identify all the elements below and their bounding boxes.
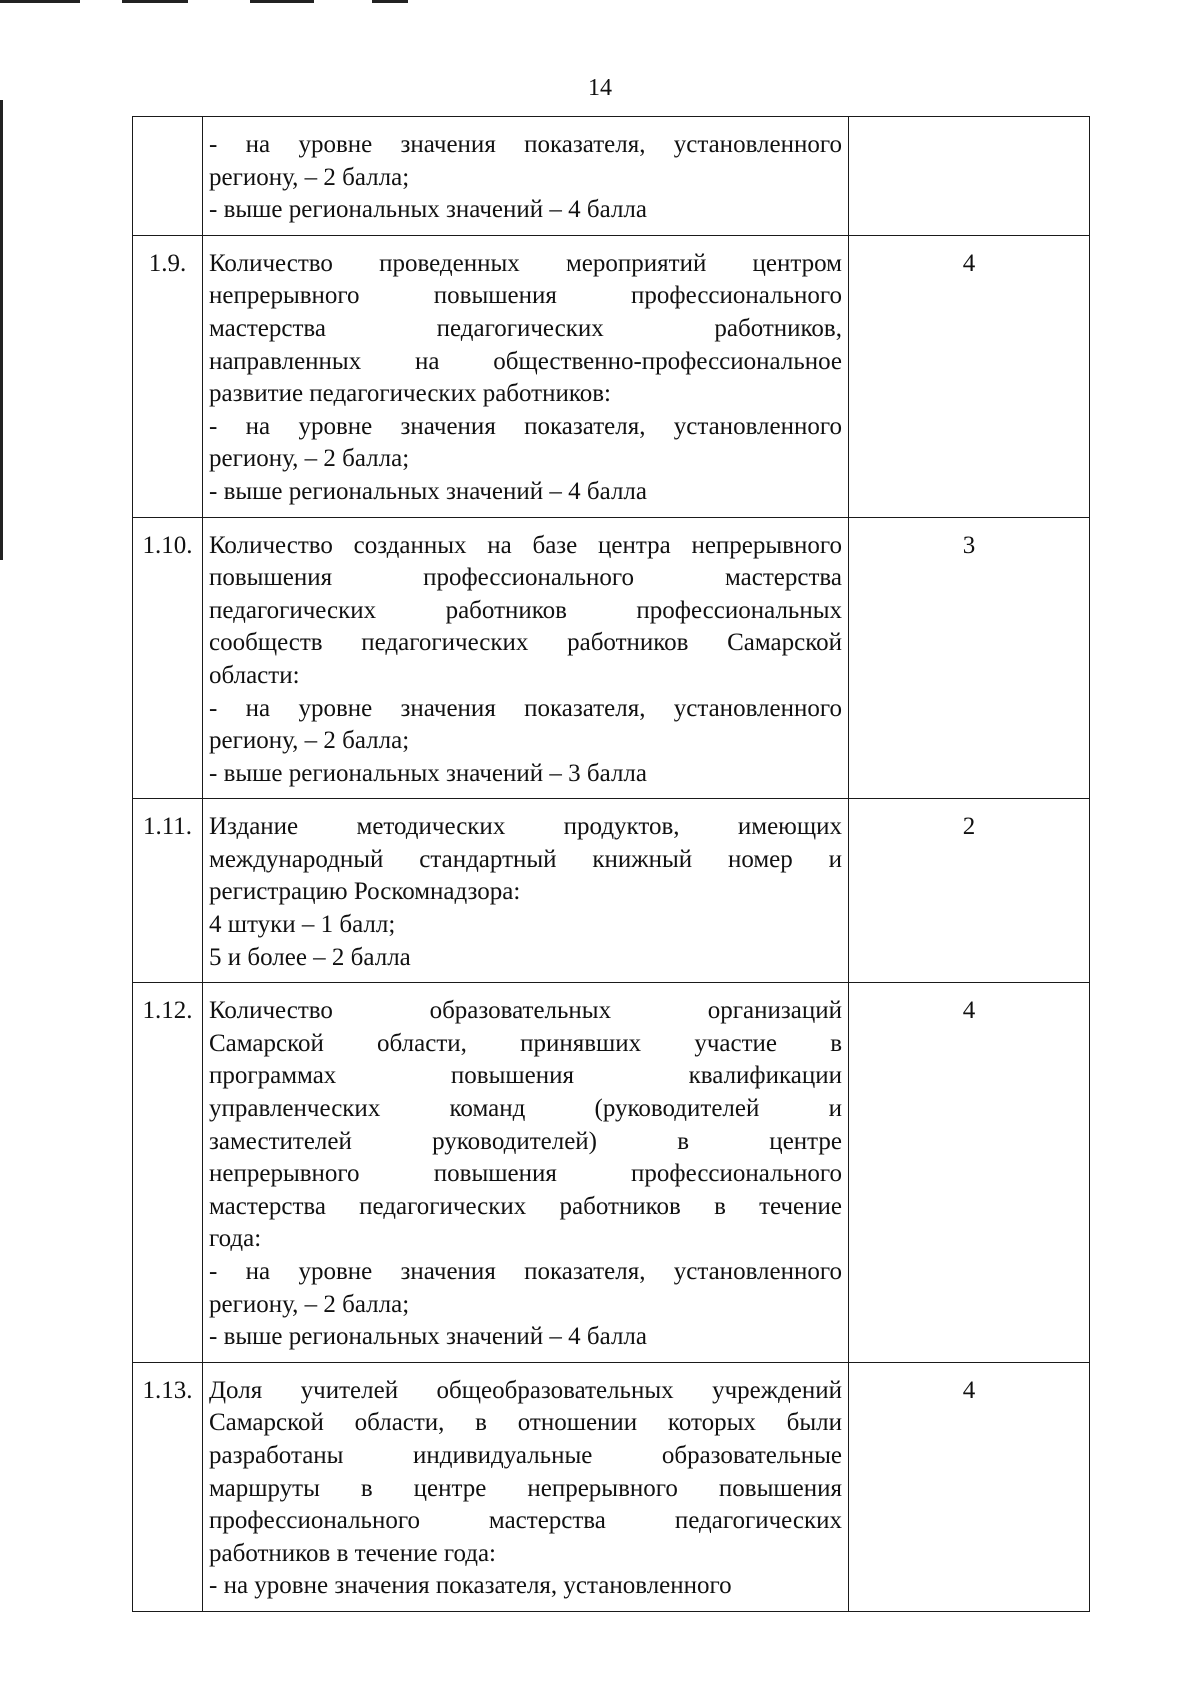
- row-description: [203, 117, 849, 236]
- row-number: 1.9.: [133, 235, 203, 517]
- row-description: [203, 235, 849, 517]
- row-number: 1.10.: [133, 517, 203, 799]
- description-line: Количество образовательных организаций: [209, 997, 842, 1025]
- description-line: мастерства педагогических работников,: [209, 314, 842, 342]
- description-line: - выше региональных значений – 4 балла: [209, 477, 647, 505]
- scan-mark: [0, 0, 80, 3]
- description-line: Количество созданных на базе центра непрерывного: [209, 531, 842, 559]
- table-row: [133, 235, 1090, 517]
- description-line: - на уровне значения показателя, установленного: [209, 694, 842, 722]
- description-line: маршруты в центре непрерывного повышения: [209, 1474, 842, 1502]
- row-number: 1.13.: [133, 1362, 203, 1611]
- description-line: непрерывного повышения профессионального: [209, 282, 842, 310]
- description-line: повышения профессионального мастерства: [209, 564, 842, 592]
- criteria-table: [132, 116, 1090, 1612]
- row-score: 4: [849, 1362, 1090, 1611]
- description-line: - на уровне значения показателя, установленного: [209, 1258, 842, 1285]
- row-number: 1.11.: [133, 799, 203, 983]
- description-line: 4 штуки – 1 балл;: [209, 911, 396, 939]
- description-line: региону, – 2 балла;: [209, 445, 410, 473]
- description-line: региону, – 2 балла;: [209, 1290, 410, 1318]
- description-line: года:: [209, 1225, 262, 1253]
- table-row: [133, 799, 1090, 983]
- description-line: педагогических работников профессиональных: [209, 596, 842, 624]
- description-line: 5 и более – 2 балла: [209, 943, 411, 971]
- description-line: Доля учителей общеобразовательных учреждений: [209, 1376, 842, 1404]
- table-row: [133, 1362, 1090, 1611]
- table-row: [133, 517, 1090, 799]
- description-line: мастерства педагогических работников в течение: [209, 1192, 842, 1220]
- row-description: [203, 983, 849, 1363]
- scan-mark: [122, 0, 188, 3]
- description-line: Самарской области, принявших участие в: [209, 1029, 842, 1057]
- description-line: - выше региональных значений – 3 балла: [209, 759, 647, 787]
- row-number: [133, 117, 203, 236]
- description-line: - на уровне значения показателя, установленного: [209, 412, 842, 440]
- table-row: [133, 983, 1090, 1363]
- row-score: 2: [849, 799, 1090, 983]
- page-number: 14: [588, 75, 612, 101]
- description-line: управленческих команд (руководителей и: [209, 1095, 842, 1123]
- description-line: Количество проведенных мероприятий центром: [209, 249, 842, 277]
- description-line: региону, – 2 балла;: [209, 163, 410, 191]
- description-line: регистрацию Роскомнадзора:: [209, 878, 521, 906]
- description-line: Издание методических продуктов, имеющих: [209, 813, 842, 841]
- row-description: [203, 799, 849, 983]
- description-line: - на уровне значения показателя, установленного: [209, 1572, 732, 1600]
- scan-mark: [0, 100, 3, 560]
- scan-mark: [372, 0, 408, 3]
- description-line: международный стандартный книжный номер и: [209, 845, 842, 873]
- description-line: заместителей руководителей) в центре: [209, 1127, 842, 1155]
- description-line: непрерывного повышения профессионального: [209, 1160, 842, 1188]
- table-body: [133, 117, 1090, 1612]
- row-description: [203, 1362, 849, 1611]
- description-line: региону, – 2 балла;: [209, 727, 410, 755]
- description-line: разработаны индивидуальные образовательные: [209, 1441, 842, 1469]
- description-line: программах повышения квалификации: [209, 1062, 842, 1090]
- description-line: - выше региональных значений – 4 балла: [209, 196, 647, 224]
- row-score: 3: [849, 517, 1090, 799]
- description-line: - выше региональных значений – 4 балла: [209, 1323, 647, 1351]
- table-row: [133, 117, 1090, 236]
- description-line: - на уровне значения показателя, установленного: [209, 131, 842, 158]
- description-line: работников в течение года:: [209, 1539, 496, 1567]
- description-line: области:: [209, 661, 300, 689]
- row-description: [203, 517, 849, 799]
- description-line: профессионального мастерства педагогических: [209, 1507, 842, 1535]
- description-line: сообществ педагогических работников Самарской: [209, 629, 842, 657]
- description-line: Самарской области, в отношении которых были: [209, 1409, 842, 1437]
- description-line: развитие педагогических работников:: [209, 380, 611, 408]
- scan-mark: [250, 0, 314, 3]
- description-line: направленных на общественно-профессиональное: [209, 347, 842, 375]
- row-score: [849, 117, 1090, 236]
- row-score: 4: [849, 983, 1090, 1363]
- row-number: 1.12.: [133, 983, 203, 1363]
- row-score: 4: [849, 235, 1090, 517]
